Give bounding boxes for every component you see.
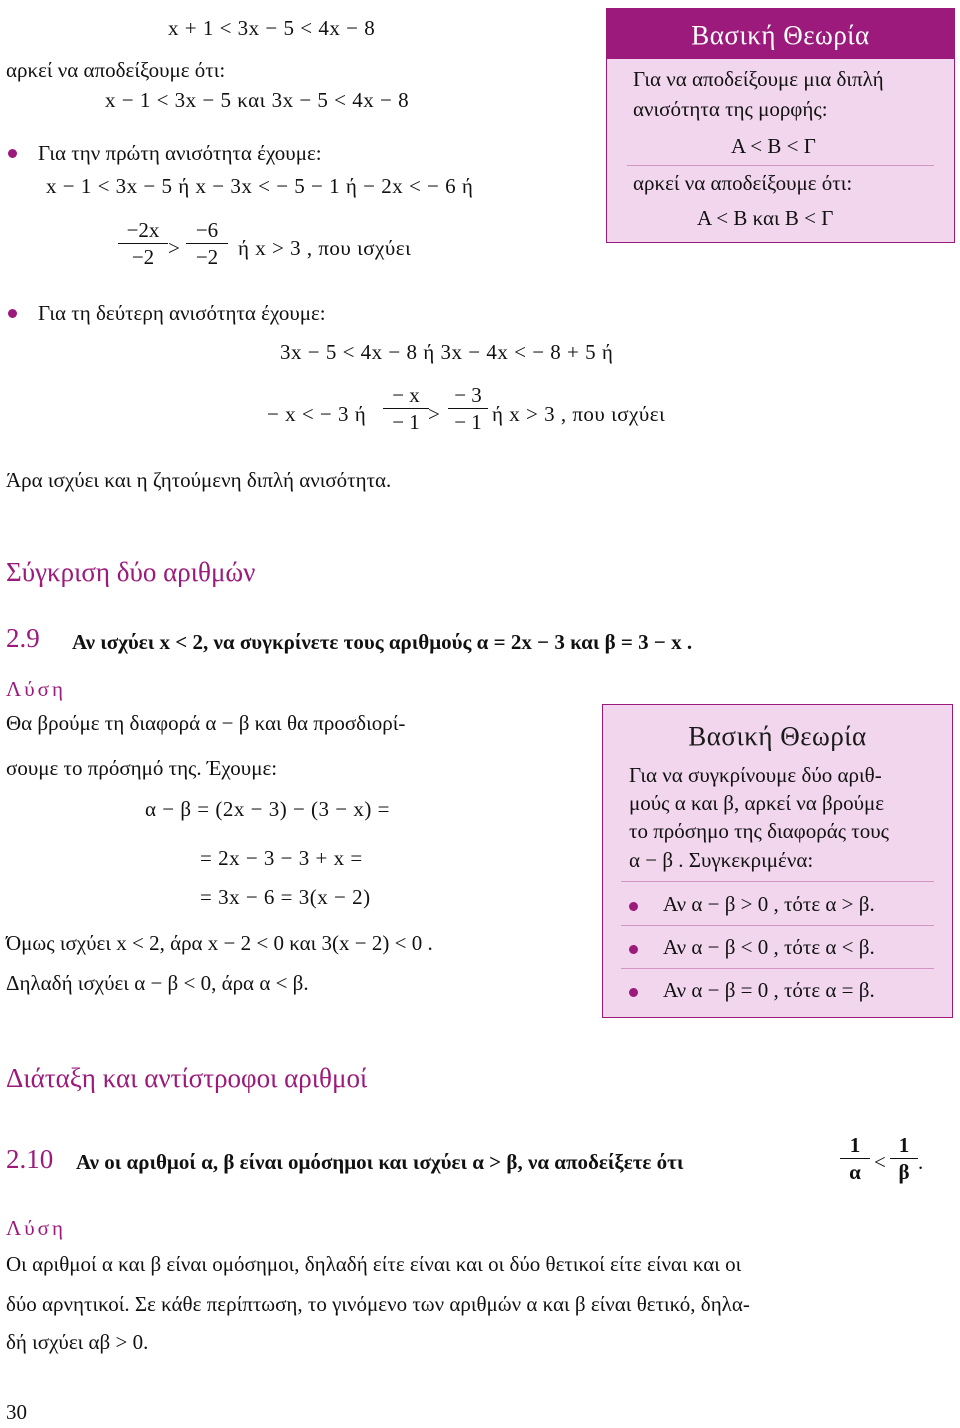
exercise-statement: Αν οι αριθμοί α, β είναι ομόσημοι και ισχύει α > β, να αποδείξετε ότι <box>76 1150 684 1174</box>
text-line: δύο αρνητικοί. Σε κάθε περίπτωση, το γινόμενο των αριθμών α και β είναι θετικό, δηλα- <box>6 1292 750 1316</box>
formula: Α < Β < Γ <box>731 134 816 158</box>
bullet-icon <box>629 902 638 911</box>
text-line: Οι αριθμοί α και β είναι ομόσημοι, δηλαδή είτε είναι και οι δύο θετικοί είτε είναι και οι <box>6 1252 742 1276</box>
fraction: $\frac{- x}{- 1}$ <box>383 382 429 435</box>
text-line: αρκεί να αποδείξουμε ότι: <box>6 58 226 82</box>
fraction: $\frac{-2x}{-2}$ <box>118 217 168 270</box>
math-operator: > <box>428 402 441 426</box>
period: . <box>918 1150 924 1174</box>
text-line: Για να συγκρίνουμε δύο αριθ- <box>629 763 882 787</box>
text-line: ανισότητα της μορφής: <box>633 97 828 121</box>
bullet-icon <box>8 309 17 318</box>
text-line: Δηλαδή ισχύει α − β < 0, άρα α < β. <box>6 971 309 995</box>
math-line: x − 1 < 3x − 5 ή x − 3x < − 5 − 1 ή − 2x < − 6 ή <box>46 174 474 198</box>
inequality-chain: x + 1 < 3x − 5 < 4x − 8 <box>168 16 376 40</box>
text-line: Για την πρώτη ανισότητα έχουμε: <box>38 141 322 165</box>
divider <box>621 925 934 926</box>
section-title: Διάταξη και αντίστροφοι αριθμοί <box>6 1063 368 1093</box>
text-line: Για τη δεύτερη ανισότητα έχουμε: <box>38 301 326 325</box>
theory-box <box>606 8 955 243</box>
solution-label: Λύση <box>6 677 66 701</box>
divider <box>621 881 934 882</box>
equation: = 3x − 6 = 3(x − 2) <box>200 885 371 909</box>
fraction: $\frac{1}{\alpha}$ <box>840 1132 870 1185</box>
text-line: δή ισχύει αβ > 0. <box>6 1330 149 1354</box>
exercise-statement: Αν ισχύει x < 2, να συγκρίνετε τους αριθμούς α = 2x − 3 και β = 3 − x . <box>72 630 693 654</box>
divider <box>627 165 934 166</box>
theory-box-title: Βασική Θεωρία <box>603 705 952 763</box>
theory-box-title: Βασική Θεωρία <box>607 9 954 59</box>
math-line: ή x > 3 , που ισχύει <box>238 236 412 260</box>
math-line: ή x > 3 , που ισχύει <box>492 402 666 426</box>
exercise-number: 2.10 <box>6 1144 54 1174</box>
fraction: $\frac{-6}{-2}$ <box>186 217 228 270</box>
rule-line: Αν α − β < 0 , τότε α < β. <box>663 935 875 959</box>
text-line: μούς α και β, αρκεί να βρούμε <box>629 791 885 815</box>
math-line: x − 1 < 3x − 5 και 3x − 5 < 4x − 8 <box>105 88 410 112</box>
bullet-icon <box>629 988 638 997</box>
text-line: Όμως ισχύει x < 2, άρα x − 2 < 0 και 3(x − 2) < 0 . <box>6 931 433 955</box>
bullet-icon <box>8 149 17 158</box>
text-line: αρκεί να αποδείξουμε ότι: <box>633 171 853 195</box>
exercise-number: 2.9 <box>6 623 40 653</box>
equation: = 2x − 3 − 3 + x = <box>200 846 363 870</box>
text-line: Θα βρούμε τη διαφορά α − β και θα προσδιορί- <box>6 711 406 735</box>
formula: Α < Β και Β < Γ <box>697 206 834 230</box>
section-title: Σύγκριση δύο αριθμών <box>6 557 256 587</box>
rule-line: Αν α − β = 0 , τότε α = β. <box>663 978 875 1002</box>
text-line: το πρόσημο της διαφοράς τους <box>629 819 889 843</box>
divider <box>621 968 934 969</box>
text-line: α − β . Συγκεκριμένα: <box>629 848 814 872</box>
text-line: σουμε το πρόσημό της. Έχουμε: <box>6 756 278 780</box>
conclusion-text: Άρα ισχύει και η ζητούμενη διπλή ανισότητα. <box>6 468 392 492</box>
rule-line: Αν α − β > 0 , τότε α > β. <box>663 892 875 916</box>
math-operator: > <box>168 236 181 260</box>
math-line: − x < − 3 ή <box>267 402 367 426</box>
solution-label: Λύση <box>6 1216 66 1240</box>
page-number: 30 <box>6 1400 27 1424</box>
fraction: $\frac{- 3}{- 1}$ <box>448 382 488 435</box>
math-line: 3x − 5 < 4x − 8 ή 3x − 4x < − 8 + 5 ή <box>280 340 614 364</box>
theory-box <box>602 704 953 1018</box>
text-line: Για να αποδείξουμε μια διπλή <box>633 67 884 91</box>
equation: α − β = (2x − 3) − (3 − x) = <box>145 797 390 821</box>
math-operator: < <box>874 1150 887 1174</box>
bullet-icon <box>629 945 638 954</box>
fraction: $\frac{1}{\beta}$ <box>890 1132 918 1185</box>
